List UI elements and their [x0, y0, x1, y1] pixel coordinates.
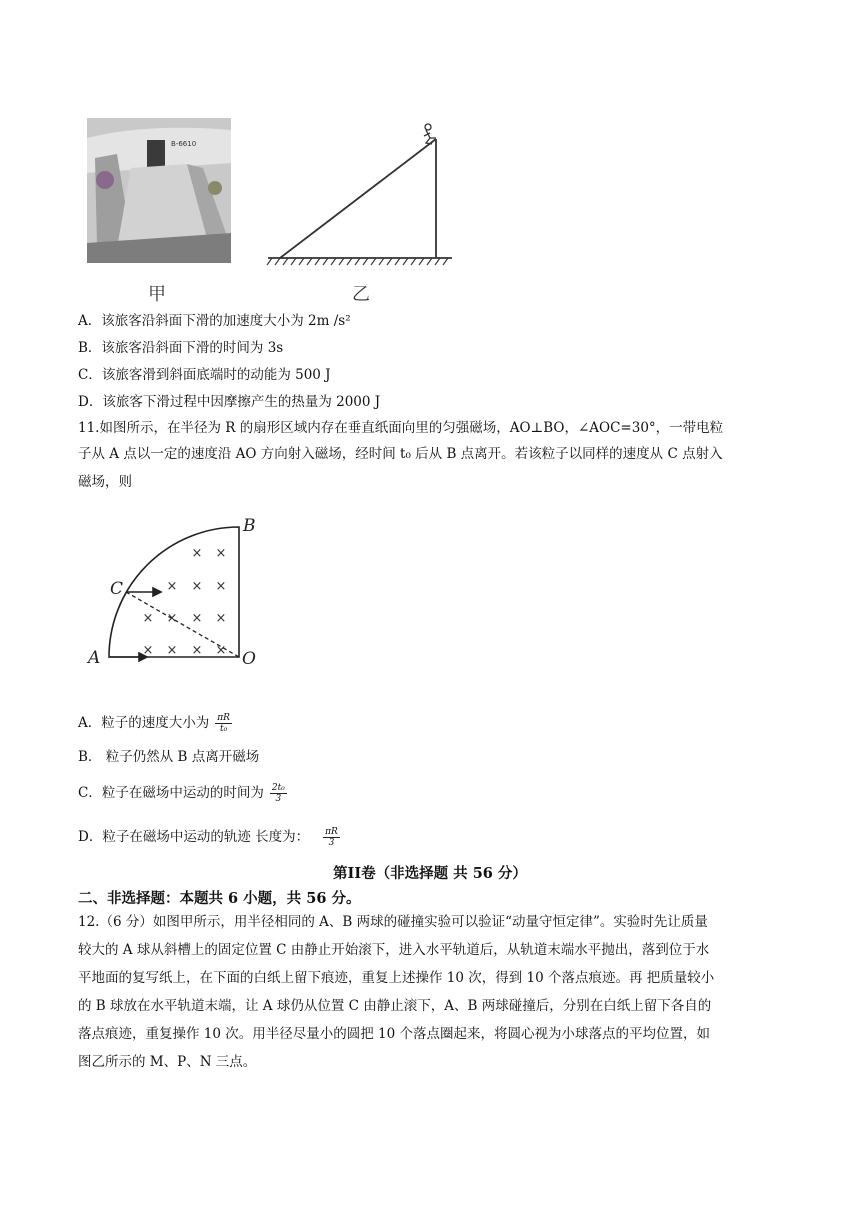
figure-yi-caption: 乙: [352, 284, 370, 305]
q11-option-b: B． 粒子仍然从 B 点离开磁场: [78, 749, 260, 765]
q10-option-c: C．该旅客滑到斜面底端时的动能为 500 J: [78, 367, 331, 383]
q11-option-d: [78, 824, 340, 850]
svg-text:×: ×: [166, 579, 178, 594]
point-label-o: O: [242, 649, 256, 669]
part2-heading: 第II卷（非选择题 共 56 分）: [333, 865, 527, 882]
q11-option-a-text: A．粒子的速度大小为: [78, 715, 210, 731]
q12-line: 的 B 球放在水平轨道末端，让 A 球仍从位置 C 由静止滚下，A、B 两球碰撞后，分别在白纸上留下各自的: [78, 998, 712, 1014]
figure-jia-caption: 甲: [148, 284, 166, 305]
svg-text:×: ×: [191, 643, 203, 658]
evacuation-slide-photo: [87, 118, 231, 263]
svg-text:×: ×: [166, 643, 178, 658]
point-label-a: A: [88, 648, 101, 668]
magnetic-field-into-page-marks: [143, 546, 227, 658]
q12-line: 图乙所示的 M、P、N 三点。: [78, 1054, 257, 1070]
svg-text:×: ×: [142, 643, 154, 658]
q11-stem-line2: 子从 A 点以一定的速度沿 AO 方向射入磁场，经时间 t₀ 后从 B 点离开。若该粒子以同样的速度从 C 点射入: [78, 446, 723, 462]
q10-option-d: D．该旅客下滑过程中因摩擦产生的热量为 2000 J: [78, 394, 381, 410]
q10-option-b: B．该旅客沿斜面下滑的时间为 3s: [78, 340, 284, 356]
q10-option-a: A．该旅客沿斜面下滑的加速度大小为 2m /s²: [78, 313, 351, 329]
svg-text:×: ×: [191, 579, 203, 594]
q11-option-a-fraction: $\frac{\pi R}{\text{t₀}}$: [217, 713, 230, 734]
svg-text:×: ×: [215, 643, 227, 658]
svg-text:×: ×: [191, 546, 203, 561]
svg-text:×: ×: [166, 611, 178, 626]
q11-option-c: [78, 780, 287, 806]
q11-stem-line3: 磁场，则: [78, 474, 132, 490]
section2-heading: 二、非选择题：本题共 6 小题，共 56 分。: [78, 890, 361, 907]
svg-text:×: ×: [142, 611, 154, 626]
q12-line: 平地面的复写纸上，在下面的白纸上留下痕迹，重复上述操作 10 次，得到 10 个落点痕迹。再 把质量较小: [78, 970, 715, 986]
q11-stem-line1: 11.如图所示，在半径为 R 的扇形区域内存在垂直纸面向里的匀强磁场，AO⊥BO，∠AOC=30°，一带电粒: [78, 420, 724, 436]
point-label-b: B: [243, 516, 256, 536]
svg-text:×: ×: [215, 579, 227, 594]
q12-line: 落点痕迹，重复操作 10 次。用半径尽量小的圆把 10 个落点圈起来，将圆心视为小球落点的平均位置，如: [78, 1026, 711, 1042]
q11-option-d-fraction: $\frac{\pi R}{3}$: [325, 827, 338, 848]
q12-line: 12.（6 分）如图甲所示，用半径相同的 A、B 两球的碰撞实验可以验证“动量守恒定律”。实验时先让质量: [78, 914, 708, 930]
q11-option-c-text: C．粒子在磁场中运动的时间为: [78, 785, 264, 801]
q11-option-a: [78, 710, 232, 736]
svg-text:×: ×: [215, 546, 227, 561]
q12-line: 较大的 A 球从斜槽上的固定位置 C 由静止开始滚下，进入水平轨道后，从轨道末端水平抛出，落到位于水: [78, 942, 710, 958]
photo-registration-text: B-6610: [171, 140, 197, 148]
point-label-c: C: [110, 579, 124, 599]
figure-jia-photo: [87, 118, 231, 263]
q11-option-c-fraction: $\frac{\text{2t₀}}{3}$: [271, 783, 285, 804]
figure-yi-incline: [260, 118, 460, 270]
svg-text:×: ×: [215, 611, 227, 626]
q11-sector-magnetic-field-figure: [86, 512, 266, 670]
svg-text:×: ×: [191, 611, 203, 626]
q11-option-d-text: D．粒子在磁场中运动的轨迹 长度为：: [78, 829, 310, 845]
